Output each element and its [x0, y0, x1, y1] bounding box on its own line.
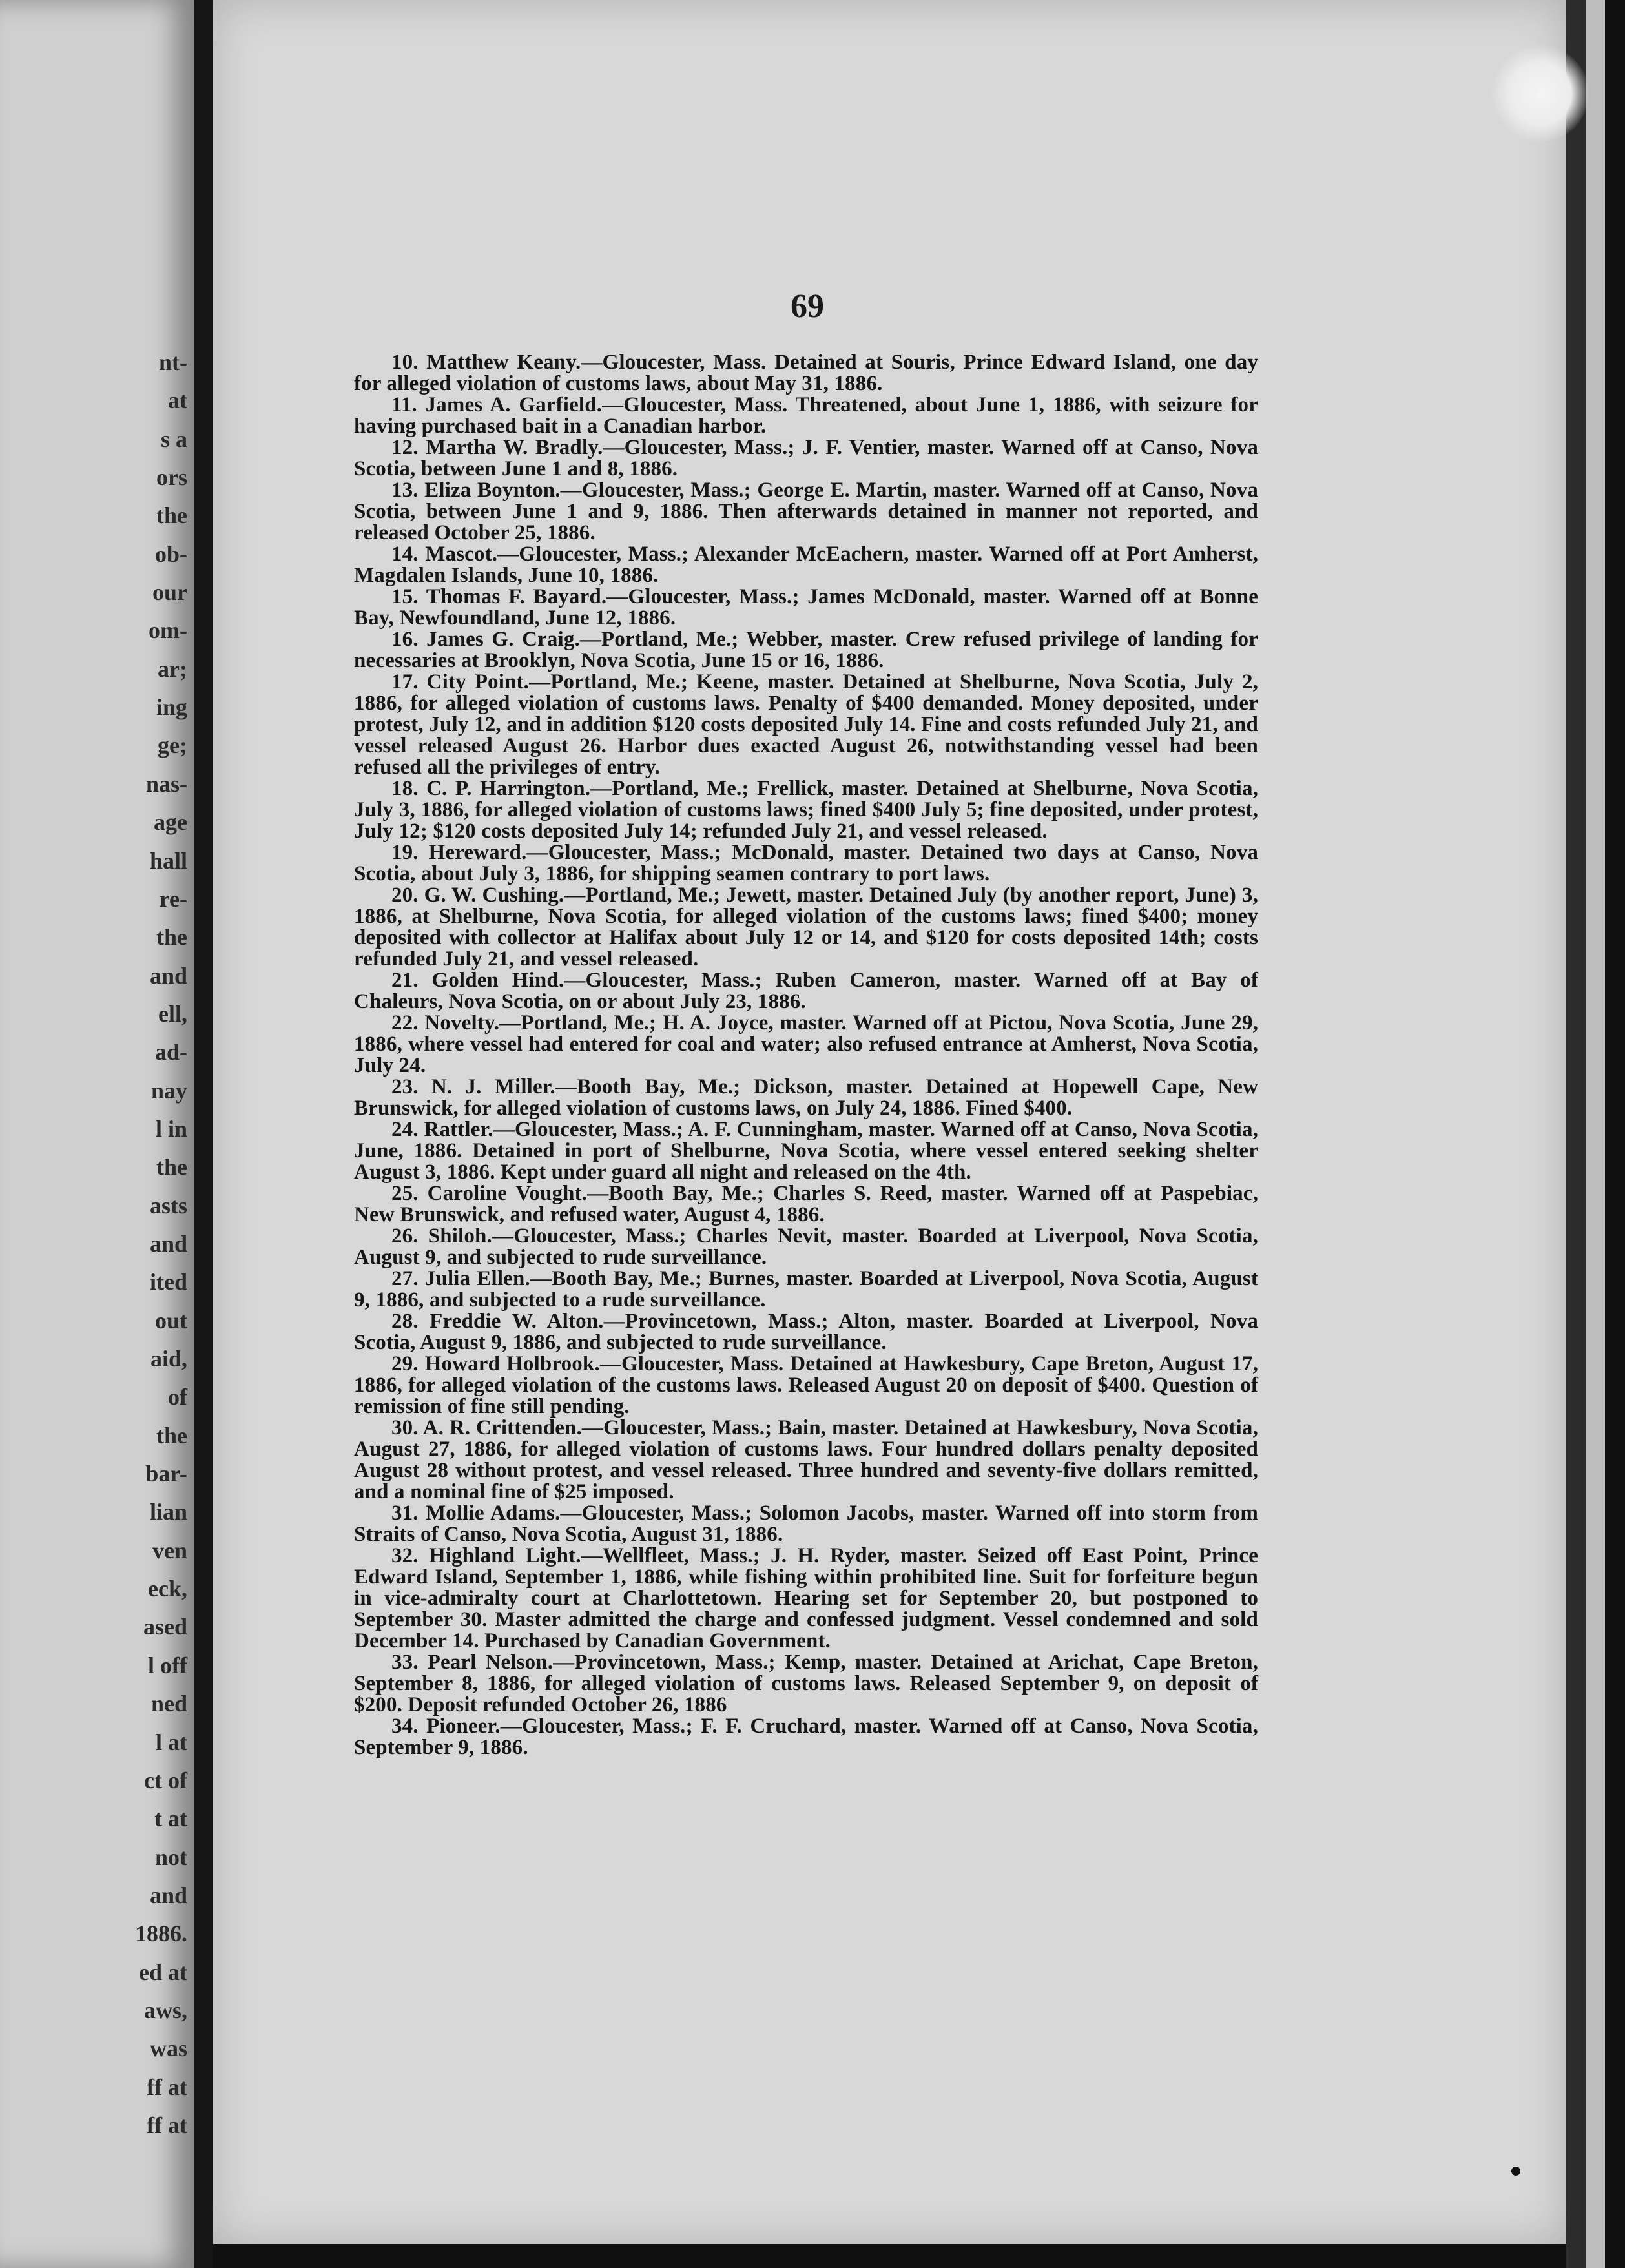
- left-page-text-fragment: ob-: [154, 541, 187, 567]
- entry-28: [354, 1311, 1258, 1354]
- vessel-name: 31. Mollie Adams.: [391, 1501, 561, 1525]
- vessel-name: 20. G. W. Cushing.: [391, 883, 564, 907]
- left-page-text-fragment: re-: [159, 886, 187, 912]
- left-page-text-fragment: nay: [150, 1078, 187, 1104]
- paper-blot-mark: [1492, 45, 1589, 142]
- entry-text: —Gloucester, Mass.; A. F. Cunningham, master. Warned off at Canso, Nova Scotia, June, 1886. Detained in port of Shelburne, Nova Scotia, where vessel entered seeking shelter August 3, 1886. Kept under guard all night and released on the 4th.: [354, 1118, 1259, 1184]
- vessel-name: 12. Martha W. Bradly.: [391, 436, 603, 459]
- left-page-text-fragment: ff at: [147, 2112, 187, 2138]
- vessel-name: 34. Pioneer.: [391, 1715, 501, 1738]
- vessel-name: 27. Julia Ellen.: [391, 1267, 530, 1290]
- left-page-text-fragment: eck,: [148, 1576, 187, 1602]
- left-page-text-fragment: aws,: [143, 1997, 187, 2023]
- left-page-text-fragment: ff at: [147, 2074, 187, 2100]
- entry-text: —Portland, Me.; H. A. Joyce, master. Warned off at Pictou, Nova Scotia, June 29, 1886, where vessel had entered for coal and water; also refused entrance at Amherst, Nova Scotia, July 24.: [354, 1011, 1258, 1077]
- entry-text: —Portland, Me.; Webber, master. Crew refused privilege of landing for necessaries at Brooklyn, Nova Scotia, June 15 or 16, 1886.: [354, 628, 1258, 672]
- vessel-name: 26. Shiloh.: [391, 1224, 492, 1248]
- entry-text: —Gloucester, Mass.; Ruben Cameron, master. Warned off at Bay of Chaleurs, Nova Scotia, on or about July 23, 1886.: [354, 969, 1258, 1013]
- entry-text: —Gloucester, Mass.; James McDonald, master. Warned off at Bonne Bay, Newfoundland, June 12, 1886.: [354, 585, 1258, 630]
- vessel-name: 22. Novelty.: [391, 1011, 500, 1035]
- entry-text: —Gloucester, Mass.; J. F. Ventier, master. Warned off at Canso, Nova Scotia, between June 1 and 8, 1886.: [354, 436, 1258, 480]
- entry-text: —Gloucester, Mass. Detained at Hawkesbury, Cape Breton, August 17, 1886, for alleged violation of the customs laws. Released August 20 on deposit of $400. Question of remission of fine still pending.: [354, 1352, 1258, 1418]
- entry-text: —Wellfleet, Mass.; J. H. Ryder, master. Seized off East Point, Prince Edward Island, September 1, 1886, while fishing within prohibited line. Suit for forfeiture begun in vice-admiralty court at Charlottetown. Hearing set for September 20, but postponed to September 30. Master admitted the charge and confessed judgment. Vessel condemned and sold December 14. Purchased by Canadian Government.: [354, 1544, 1259, 1653]
- left-page-text-fragment: ing: [156, 694, 187, 720]
- entry-text: —Provincetown, Mass.; Alton, master. Boarded at Liverpool, Nova Scotia, August 9, 1886, and subjected to rude surveillance.: [354, 1310, 1258, 1354]
- left-page-text-fragment: bar-: [145, 1461, 187, 1487]
- entry-text: —Booth Bay, Me.; Dickson, master. Detained at Hopewell Cape, New Brunswick, for alleged violation of customs laws, on July 24, 1886. Fined $400.: [354, 1075, 1258, 1120]
- entry-text: —Portland, Me.; Jewett, master. Detained July (by another report, June) 3, 1886, at Shelburne, Nova Scotia, for alleged violation of the customs laws; fined $400; money deposited with collector at Halifax about July 12 or 14, and $120 for costs deposited 14th; costs refunded July 21, and vessel released.: [354, 883, 1258, 971]
- vessel-name: 15. Thomas F. Bayard.: [391, 585, 607, 608]
- left-page-text-fragment: lian: [149, 1499, 187, 1525]
- entry-25: [354, 1183, 1258, 1226]
- left-page-text-fragment: ited: [150, 1269, 187, 1295]
- left-page-text-fragment: ned: [150, 1691, 187, 1716]
- entry-text: —Portland, Me.; Frellick, master. Detained at Shelburne, Nova Scotia, July 3, 1886, for alleged violation of customs laws; fined $400 July 5; fine deposited, under protest, July 12; $120 costs deposited July 14; refunded July 21, and vessel released.: [354, 777, 1258, 843]
- entry-text: —Gloucester, Mass. Threatened, about June 1, 1886, with seizure for having purchased bait in a Canadian harbor.: [354, 393, 1258, 438]
- entry-29: [354, 1354, 1258, 1418]
- left-page-text-fragment: ven: [152, 1538, 187, 1563]
- left-page-text-fragment: nt-: [159, 349, 187, 375]
- vessel-name: 14. Mascot.: [391, 542, 498, 566]
- vessel-name: 17. City Point.: [391, 670, 530, 694]
- entry-33: [354, 1652, 1258, 1716]
- page-edge-shadow: [1566, 0, 1586, 2268]
- left-page-text-fragment: hall: [149, 848, 187, 874]
- vessel-name: 13. Eliza Boynton.: [391, 479, 561, 502]
- entry-text: —Gloucester, Mass.; George E. Martin, master. Warned off at Canso, Nova Scotia, between June 1 and 9, 1886. Then afterwards detained in manner not reported, and released October 25, 1886.: [354, 479, 1258, 544]
- page-number: 69: [791, 288, 824, 325]
- left-page-text-fragment: of: [168, 1384, 187, 1410]
- entry-20: [354, 885, 1258, 970]
- entry-text: —Gloucester, Mass.; Charles Nevit, master. Boarded at Liverpool, Nova Scotia, August 9, and subjected to rude surveillance.: [354, 1224, 1258, 1269]
- vessel-name: 18. C. P. Harrington.: [391, 777, 591, 800]
- vessel-name: 29. Howard Holbrook.: [391, 1352, 600, 1376]
- vessel-name: 21. Golden Hind.: [391, 969, 564, 992]
- entry-10: [354, 352, 1258, 395]
- left-page-text-fragment: was: [149, 2036, 187, 2061]
- vessel-name: 32. Highland Light.: [391, 1544, 581, 1567]
- left-page-text-fragment: the: [156, 1154, 187, 1180]
- vessel-name: 11. James A. Garfield.: [391, 393, 603, 417]
- left-page-text-fragment: l off: [148, 1653, 187, 1678]
- left-page-text-fragment: l at: [156, 1729, 187, 1755]
- left-page-text-fragment: our: [152, 579, 187, 605]
- left-page-text-fragment: ell,: [158, 1001, 187, 1027]
- entry-34: [354, 1716, 1258, 1758]
- vessel-name: 30. A. R. Crittenden.: [391, 1416, 582, 1439]
- entry-text: —Gloucester, Mass.; Solomon Jacobs, master. Warned off into storm from Straits of Canso, Nova Scotia, August 31, 1886.: [354, 1501, 1259, 1546]
- vessel-name: 19. Hereward.: [391, 841, 527, 864]
- entry-14: [354, 544, 1258, 586]
- entry-text: —Gloucester, Mass. Detained at Souris, Prince Edward Island, one day for alleged violation of customs laws, about May 31, 1886.: [354, 351, 1258, 395]
- left-page-text-fragment: and: [149, 963, 187, 989]
- entry-18: [354, 778, 1258, 842]
- left-page-text-fragment: at: [168, 387, 187, 413]
- left-page-text-fragment: ge;: [158, 732, 187, 758]
- entry-26: [354, 1226, 1258, 1268]
- entry-30: [354, 1418, 1258, 1503]
- entry-text: —Booth Bay, Me.; Burnes, master. Boarded at Liverpool, Nova Scotia, August 9, 1886, and subjected to a rude surveillance.: [354, 1267, 1259, 1312]
- left-page-text-fragment: and: [149, 1231, 187, 1257]
- entry-24: [354, 1119, 1258, 1183]
- left-page-text-fragment: the: [156, 502, 187, 528]
- vessel-name: 10. Matthew Keany.: [391, 351, 581, 374]
- entry-32: [354, 1545, 1258, 1652]
- vessel-name: 16. James G. Craig.: [391, 628, 580, 651]
- entry-13: [354, 480, 1258, 544]
- entry-17: [354, 672, 1258, 778]
- book-gutter: [194, 0, 213, 2268]
- entry-31: [354, 1503, 1258, 1545]
- entry-text: —Portland, Me.; Keene, master. Detained at Shelburne, Nova Scotia, July 2, 1886, for alleged violation of customs laws. Penalty of $400 demanded. Money deposited, under protest, July 12, and in addition $120 costs deposited July 14. Fine and costs refunded July 21, and vessel released August 26. Harbor dues exacted August 26, notwithstanding vessel had been refused all the privileges of entry.: [354, 670, 1258, 779]
- left-page-text-fragment: t at: [154, 1806, 187, 1831]
- entry-22: [354, 1013, 1258, 1077]
- left-page-text-fragment: ar;: [158, 656, 187, 682]
- left-page-text-fragment: aid,: [150, 1346, 187, 1372]
- entry-12: [354, 437, 1258, 480]
- left-page-text-fragment: om-: [149, 617, 187, 643]
- left-page-text-fragment: ased: [143, 1614, 187, 1640]
- entry-text: —Gloucester, Mass.; Alexander McEachern, master. Warned off at Port Amherst, Magdalen Islands, June 10, 1886.: [354, 542, 1258, 587]
- ink-speck: [1511, 2167, 1520, 2176]
- page-edge-strip: [1586, 0, 1605, 2268]
- vessel-name: 24. Rattler.: [391, 1118, 493, 1141]
- entry-23: [354, 1077, 1258, 1119]
- entry-text: —Gloucester, Mass.; F. F. Cruchard, master. Warned off at Canso, Nova Scotia, September 9, 1886.: [354, 1715, 1258, 1759]
- left-page-text-fragment: age: [154, 809, 187, 835]
- left-page-text-fragment: the: [156, 1423, 187, 1448]
- left-page-text-fragment: ors: [156, 464, 187, 490]
- entry-text: —Booth Bay, Me.; Charles S. Reed, master. Warned off at Paspebiac, New Brunswick, and refused water, August 4, 1886.: [354, 1182, 1258, 1226]
- left-page-text-fragment: 1886.: [135, 1921, 187, 1946]
- left-page-text-fragment: not: [154, 1844, 187, 1870]
- left-page-text-fragment: s a: [160, 426, 187, 452]
- entry-19: [354, 842, 1258, 885]
- left-page-text-fragment: ed at: [139, 1959, 187, 1985]
- left-page-text-fragment: ad-: [154, 1039, 187, 1065]
- vessel-name: 28. Freddie W. Alton.: [391, 1310, 604, 1333]
- vessel-entries-list: [354, 352, 1258, 1758]
- vessel-name: 25. Caroline Vought.: [391, 1182, 588, 1205]
- left-page-text-fragment: ct of: [144, 1768, 187, 1793]
- left-page-text-fragment: the: [156, 924, 187, 950]
- left-facing-page: [0, 0, 194, 2268]
- entry-15: [354, 586, 1258, 629]
- left-page-text-fragment: out: [154, 1308, 187, 1334]
- entry-text: —Provincetown, Mass.; Kemp, master. Detained at Arichat, Cape Breton, September 8, 1886, for alleged violation of customs laws. Released September 9, on deposit of $200. Deposit refunded October 26, 1886: [354, 1651, 1258, 1716]
- vessel-name: 33. Pearl Nelson.: [391, 1651, 554, 1674]
- left-page-text-fragment: asts: [149, 1193, 187, 1219]
- entry-11: [354, 395, 1258, 437]
- entry-27: [354, 1268, 1258, 1311]
- left-page-text-fragment: l in: [155, 1116, 187, 1142]
- entry-text: —Gloucester, Mass.; Bain, master. Detained at Hawkesbury, Nova Scotia, August 27, 1886, for alleged violation of customs laws. Four hundred dollars penalty deposited August 28 without protest, and vessel released. Three hundred and seventy-five dollars remitted, and a nominal fine of $25 imposed.: [354, 1416, 1258, 1503]
- left-page-text-fragment: nas-: [145, 771, 187, 797]
- vessel-name: 23. N. J. Miller.: [391, 1075, 555, 1098]
- entry-text: —Gloucester, Mass.; McDonald, master. Detained two days at Canso, Nova Scotia, about July 3, 1886, for shipping seamen contrary to port laws.: [354, 841, 1259, 885]
- left-page-text-fragment: and: [149, 1882, 187, 1908]
- entry-21: [354, 970, 1258, 1013]
- entry-16: [354, 629, 1258, 672]
